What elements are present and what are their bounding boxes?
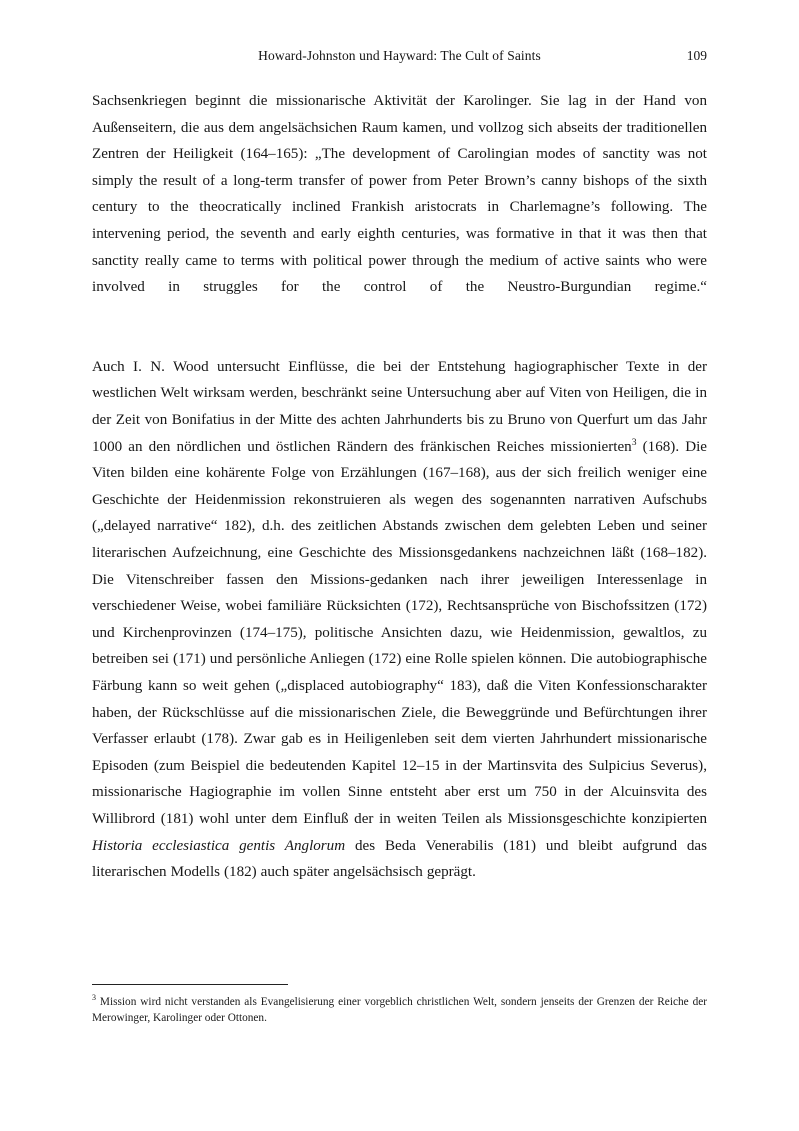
paragraph: Auch I. N. Wood untersucht Einflüsse, die bei der Entstehung hagiographischer Texte in der westlichen Welt wirksam werden, beschränkt seine Untersuchung aber auf Viten von Heiligen, die in der Zeit von Bonifatius in der Mitte des achten Jahrhunderts bis zu Bruno von Querfurt um das Jahr 1000 an den nördlichen und östlichen Rändern des fränkischen Reiches missionierten$^3$ (168). Die Viten bilden eine kohärente Folge von Erzählungen (167–168), aus der sich freilich weniger eine Geschichte der Heidenmission rekonstruieren als wegen des sogenannten narrativen Aufschubs („delayed narrative“ 182), d.h. des zeitlichen Abstands zwischen dem gelebten Leben und seiner literarischen Aufzeichnung, eine Geschichte des Missionsgedankens nachzeichnen läßt (168–182). Die Vitenschreiber fassen den Missions-gedanken nach ihrer jeweiligen Interessenlage in verschiedener Weise, wobei familiäre Rücksichten (172), Rechtsansprüche von Bischofssitzen (172) und Kirchenprovinzen (174–175), politische Ansichten dazu, wie Heidenmission, gewaltlos, zu betreiben sei (171) und persönliche Anliegen (172) eine Rolle spielen können. Die autobiographische Färbung kann so weit gehen („displaced autobiography“ 183), daß die Viten Konfessionscharakter haben, der Rückschlüsse auf die missionarischen Ziele, die Beweggründe und Befürchtungen ihrer Verfasser erlaubt (178). Zwar gab es in Heiligenleben seit dem vierten Jahrhundert missionarische Episoden (zum Beispiel die bedeutenden Kapitel 12–15 in der Martinsvita des Sulpicius Severus), missionarische Hagiographie im vollen Sinne entsteht aber erst um 750 in der Alcuinsvita des Willibrord (181) wohl unter dem Einfluß der in weiten Teilen als Missionsgeschichte konzipierten Historia ecclesiastica gentis Anglorum des Beda Venerabilis (181) und bleibt aufgrund das literarischen Modells (182) auch später angelsächsisch geprägt. <box>92 358 707 881</box>
footnote-body-text: Mission wird nicht verstanden als Evangelisierung einer vorgeblich christlichen Welt, sondern jenseits der Grenzen der Reiche der Merowinger, Karolinger oder Ottonen. <box>92 996 707 1025</box>
paragraph: Sachsenkriegen beginnt die missionarische Aktivität der Karolinger. Sie lag in der Hand von Außenseitern, die aus dem angelsächsichen Raum kamen, und vollzog sich abseits der traditionellen Zentren der Heiligkeit (164–165): „The development of Carolingian modes of sanctity was not simply the result of a long-term transfer of power from Peter Brown’s canny bishops of the sixth century to the theocratically inclined Frankish aristocrats in Charlemagne’s following. The intervening period, the seventh and early eighth centuries, was formative in that it was then that sanctity really came to terms with political power through the medium of active saints who were involved in struggles for the control of the Neustro-Burgundian regime.“ <box>92 93 707 296</box>
footnote-marker: 3 <box>92 993 96 1003</box>
body-text-column <box>92 88 707 886</box>
italic-title: Historia ecclesiastica gentis Anglorum <box>92 837 346 854</box>
running-header-title: Howard-Johnston und Hayward: The Cult of Saints <box>258 48 541 63</box>
footnote-reference: 3 <box>631 436 637 448</box>
footnote-entry <box>92 994 707 1027</box>
footnote-separator-rule <box>92 984 288 985</box>
page-header <box>92 46 707 68</box>
page-number: 109 <box>686 48 707 63</box>
footnote-area <box>92 984 707 1027</box>
